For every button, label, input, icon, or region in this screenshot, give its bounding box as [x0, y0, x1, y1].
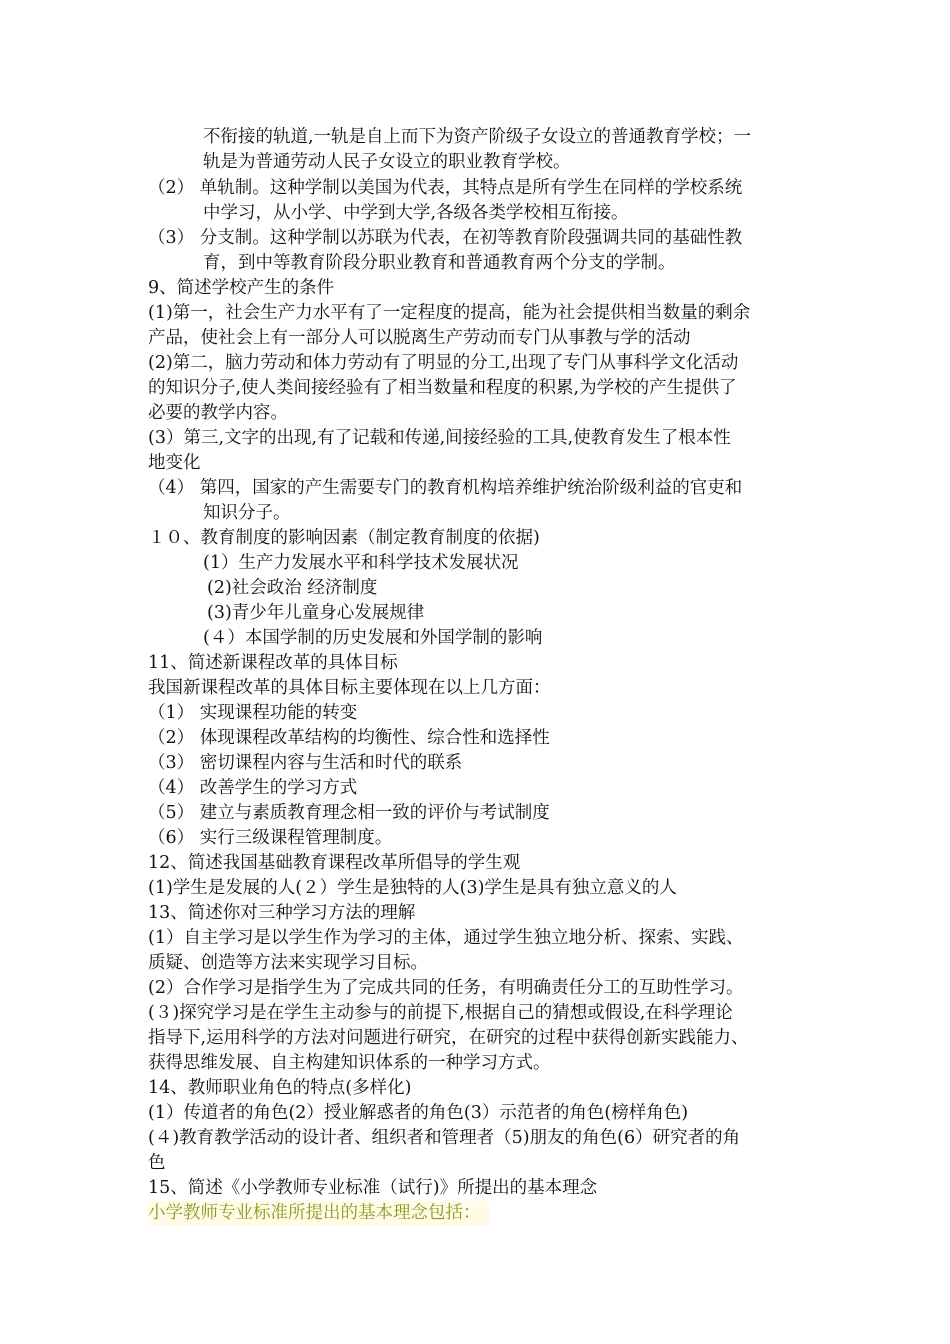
text-line: 指导下,运用科学的方法对问题进行研究，在研究的过程中获得创新实践能力、 [148, 1028, 749, 1048]
list-item: （3） 密切课程内容与生活和时代的联系 [148, 753, 463, 773]
text-line: 中学习，从小学、中学到大学,各级各类学校相互衔接。 [203, 203, 629, 223]
text-line: (４）本国学制的历史发展和外国学制的影响 [203, 628, 543, 648]
text-line: 的知识分子,使人类间接经验有了相当数量和程度的积累,为学校的产生提供了 [148, 378, 737, 398]
highlighted-text-line: 小学教师专业标准所提出的基本理念包括： [148, 1201, 489, 1226]
text-line: (1)第一，社会生产力水平有了一定程度的提高，能为社会提供相当数量的剩余 [148, 303, 751, 323]
text-line: 获得思维发展、自主构建知识体系的一种学习方式。 [148, 1053, 551, 1073]
text-line: 必要的教学内容。 [148, 403, 288, 423]
list-item: （4） 改善学生的学习方式 [148, 778, 358, 798]
text-line: (2）合作学习是指学生为了完成共同的任务，有明确责任分工的互助性学习。 [148, 978, 744, 998]
text-line: (1）生产力发展水平和科学技术发展状况 [203, 553, 519, 573]
text-line: (3)青少年儿童身心发展规律 [207, 603, 425, 623]
section-heading: １０、教育制度的影响因素（制定教育制度的依据) [148, 528, 540, 548]
text-line: (3）第三,文字的出现,有了记载和传递,间接经验的工具,使教育发生了根本性 [148, 428, 731, 448]
text-line: （3） 分支制。这种学制以苏联为代表，在初等教育阶段强调共同的基础性教 [148, 228, 743, 248]
section-heading: 9、简述学校产生的条件 [148, 278, 335, 298]
text-line: 色 [148, 1153, 166, 1173]
section-heading: 13、简述你对三种学习方法的理解 [148, 903, 416, 923]
text-line: (2)第二，脑力劳动和体力劳动有了明显的分工,出现了专门从事科学文化活动 [148, 353, 739, 373]
text-line: 轨是为普通劳动人民子女设立的职业教育学校。 [203, 152, 571, 172]
text-line: 育，到中等教育阶段分职业教育和普通教育两个分支的学制。 [203, 253, 676, 273]
list-item: （6） 实行三级课程管理制度。 [148, 828, 393, 848]
text-line: 知识分子。 [203, 503, 291, 523]
text-line: （4） 第四，国家的产生需要专门的教育机构培养维护统治阶级利益的官吏和 [148, 478, 743, 498]
list-item: （2） 体现课程改革结构的均衡性、综合性和选择性 [148, 728, 550, 748]
section-heading: 11、简述新课程改革的具体目标 [148, 653, 398, 673]
text-line: (1)学生是发展的人(２）学生是独特的人(3)学生是具有独立意义的人 [148, 878, 677, 898]
text-line: 不衔接的轨道,一轨是自上而下为资产阶级子女设立的普通教育学校；一 [203, 127, 752, 147]
text-line: (４)教育教学活动的设计者、组织者和管理者（5)朋友的角色(6）研究者的角 [148, 1128, 741, 1148]
list-item: （5） 建立与素质教育理念相一致的评价与考试制度 [148, 803, 550, 823]
section-heading: 15、简述《小学教师专业标准（试行)》所提出的基本理念 [148, 1178, 598, 1198]
text-line: 产品，使社会上有一部分人可以脱离生产劳动而专门从事教与学的活动 [148, 328, 691, 348]
text-line: 我国新课程改革的具体目标主要体现在以上几方面： [148, 678, 551, 698]
text-line: (2)社会政治 经济制度 [207, 578, 378, 598]
text-line: （2） 单轨制。这种学制以美国为代表，其特点是所有学生在同样的学校系统 [148, 178, 743, 198]
text-line: (1）自主学习是以学生作为学习的主体，通过学生独立地分析、探索、实践、 [148, 928, 744, 948]
list-item: （1） 实现课程功能的转变 [148, 703, 358, 723]
text-line: (1）传道者的角色(2）授业解惑者的角色(3）示范者的角色(榜样角色) [148, 1103, 689, 1123]
text-line: 地变化 [148, 453, 201, 473]
text-line: (３)探究学习是在学生主动参与的前提下,根据自己的猜想或假设,在科学理论 [148, 1003, 733, 1023]
section-heading: 12、简述我国基础教育课程改革所倡导的学生观 [148, 853, 521, 873]
text-line: 质疑、创造等方法来实现学习目标。 [148, 953, 428, 973]
section-heading: 14、教师职业角色的特点(多样化) [148, 1078, 412, 1098]
